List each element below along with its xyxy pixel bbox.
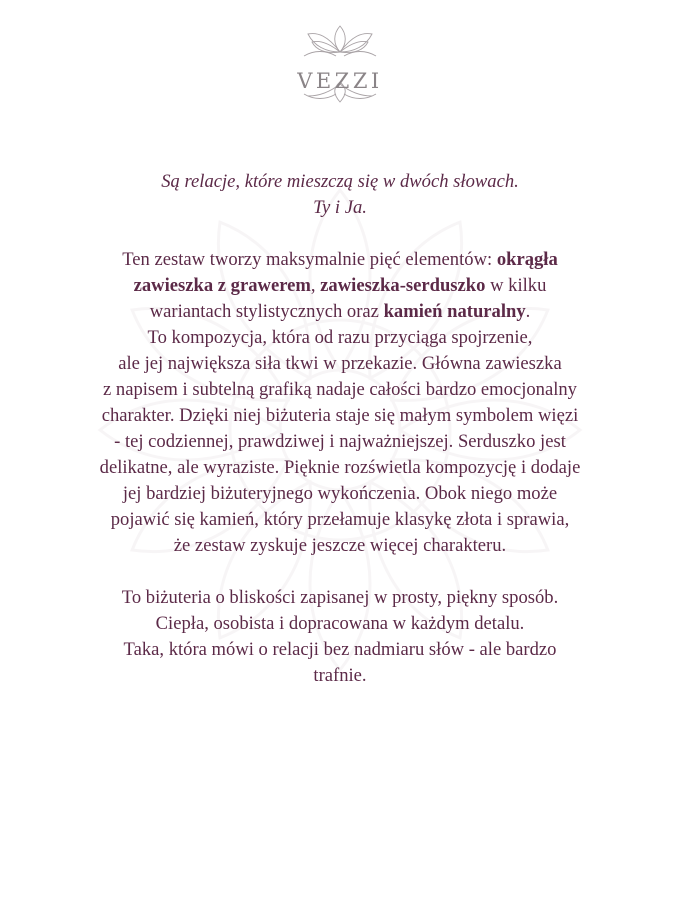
paragraph1-line-7: charakter. Dzięki niej biżuteria staje się małym symbolem więzi bbox=[101, 405, 579, 426]
paragraph1-line-11: pojawić się kamień, który przełamuje klasykę złota i sprawia, bbox=[110, 509, 570, 530]
highlight-kamien-naturalny: kamień naturalny bbox=[383, 301, 526, 322]
brand-name: VEZZI bbox=[297, 69, 383, 93]
paragraph2-line-2: Ciepła, osobista i dopracowana w każdym detalu. bbox=[155, 613, 525, 634]
highlight-zawieszka-serduszko: zawieszka-serduszko bbox=[320, 275, 486, 296]
paragraph1-line-3: wariantach stylistycznych oraz kamień naturalny. bbox=[149, 301, 531, 322]
paragraph2-line-3: Taka, która mówi o relacji bez nadmiaru słów - ale bardzo bbox=[123, 639, 557, 660]
paragraph1-line-2: zawieszka z grawerem, zawieszka-serduszko w kilku bbox=[133, 275, 547, 296]
spacer bbox=[40, 221, 640, 247]
paragraph2-line-1: To biżuteria o bliskości zapisanej w prosty, piękny sposób. bbox=[121, 587, 559, 608]
paragraph2-line-4: trafnie. bbox=[313, 665, 367, 686]
intro-line-2: Ty i Ja. bbox=[313, 197, 367, 218]
description-text bbox=[40, 169, 640, 689]
paragraph1-line-5: ale jej największa siła tkwi w przekazie. Główna zawieszka bbox=[118, 353, 562, 374]
paragraph1-line-6: z napisem i subtelną grafiką nadaje całości bardzo emocjonalny bbox=[103, 379, 577, 400]
brand-logo bbox=[290, 22, 390, 108]
paragraph1-line-8: - tej codziennej, prawdziwej i najważniejszej. Serduszko jest bbox=[114, 431, 566, 452]
highlight-okragla: okrągła bbox=[496, 249, 558, 270]
paragraph1-line-1: Ten zestaw tworzy maksymalnie pięć elementów: okrągła bbox=[122, 249, 558, 270]
lotus-mandala-icon bbox=[290, 22, 390, 108]
intro-line-1: Są relacje, które mieszczą się w dwóch słowach. bbox=[161, 171, 519, 192]
paragraph1-line-4: To kompozycja, która od razu przyciąga spojrzenie, bbox=[147, 327, 533, 348]
paragraph1-line-9: delikatne, ale wyraziste. Pięknie rozświetla kompozycję i dodaje bbox=[99, 457, 581, 478]
spacer bbox=[40, 559, 640, 585]
highlight-zawieszka-z-grawerem: zawieszka z grawerem bbox=[133, 275, 311, 296]
paragraph1-line-12: że zestaw zyskuje jeszcze więcej charakteru. bbox=[173, 535, 507, 556]
paragraph1-line-10: jej bardziej biżuteryjnego wykończenia. Obok niego może bbox=[122, 483, 558, 504]
